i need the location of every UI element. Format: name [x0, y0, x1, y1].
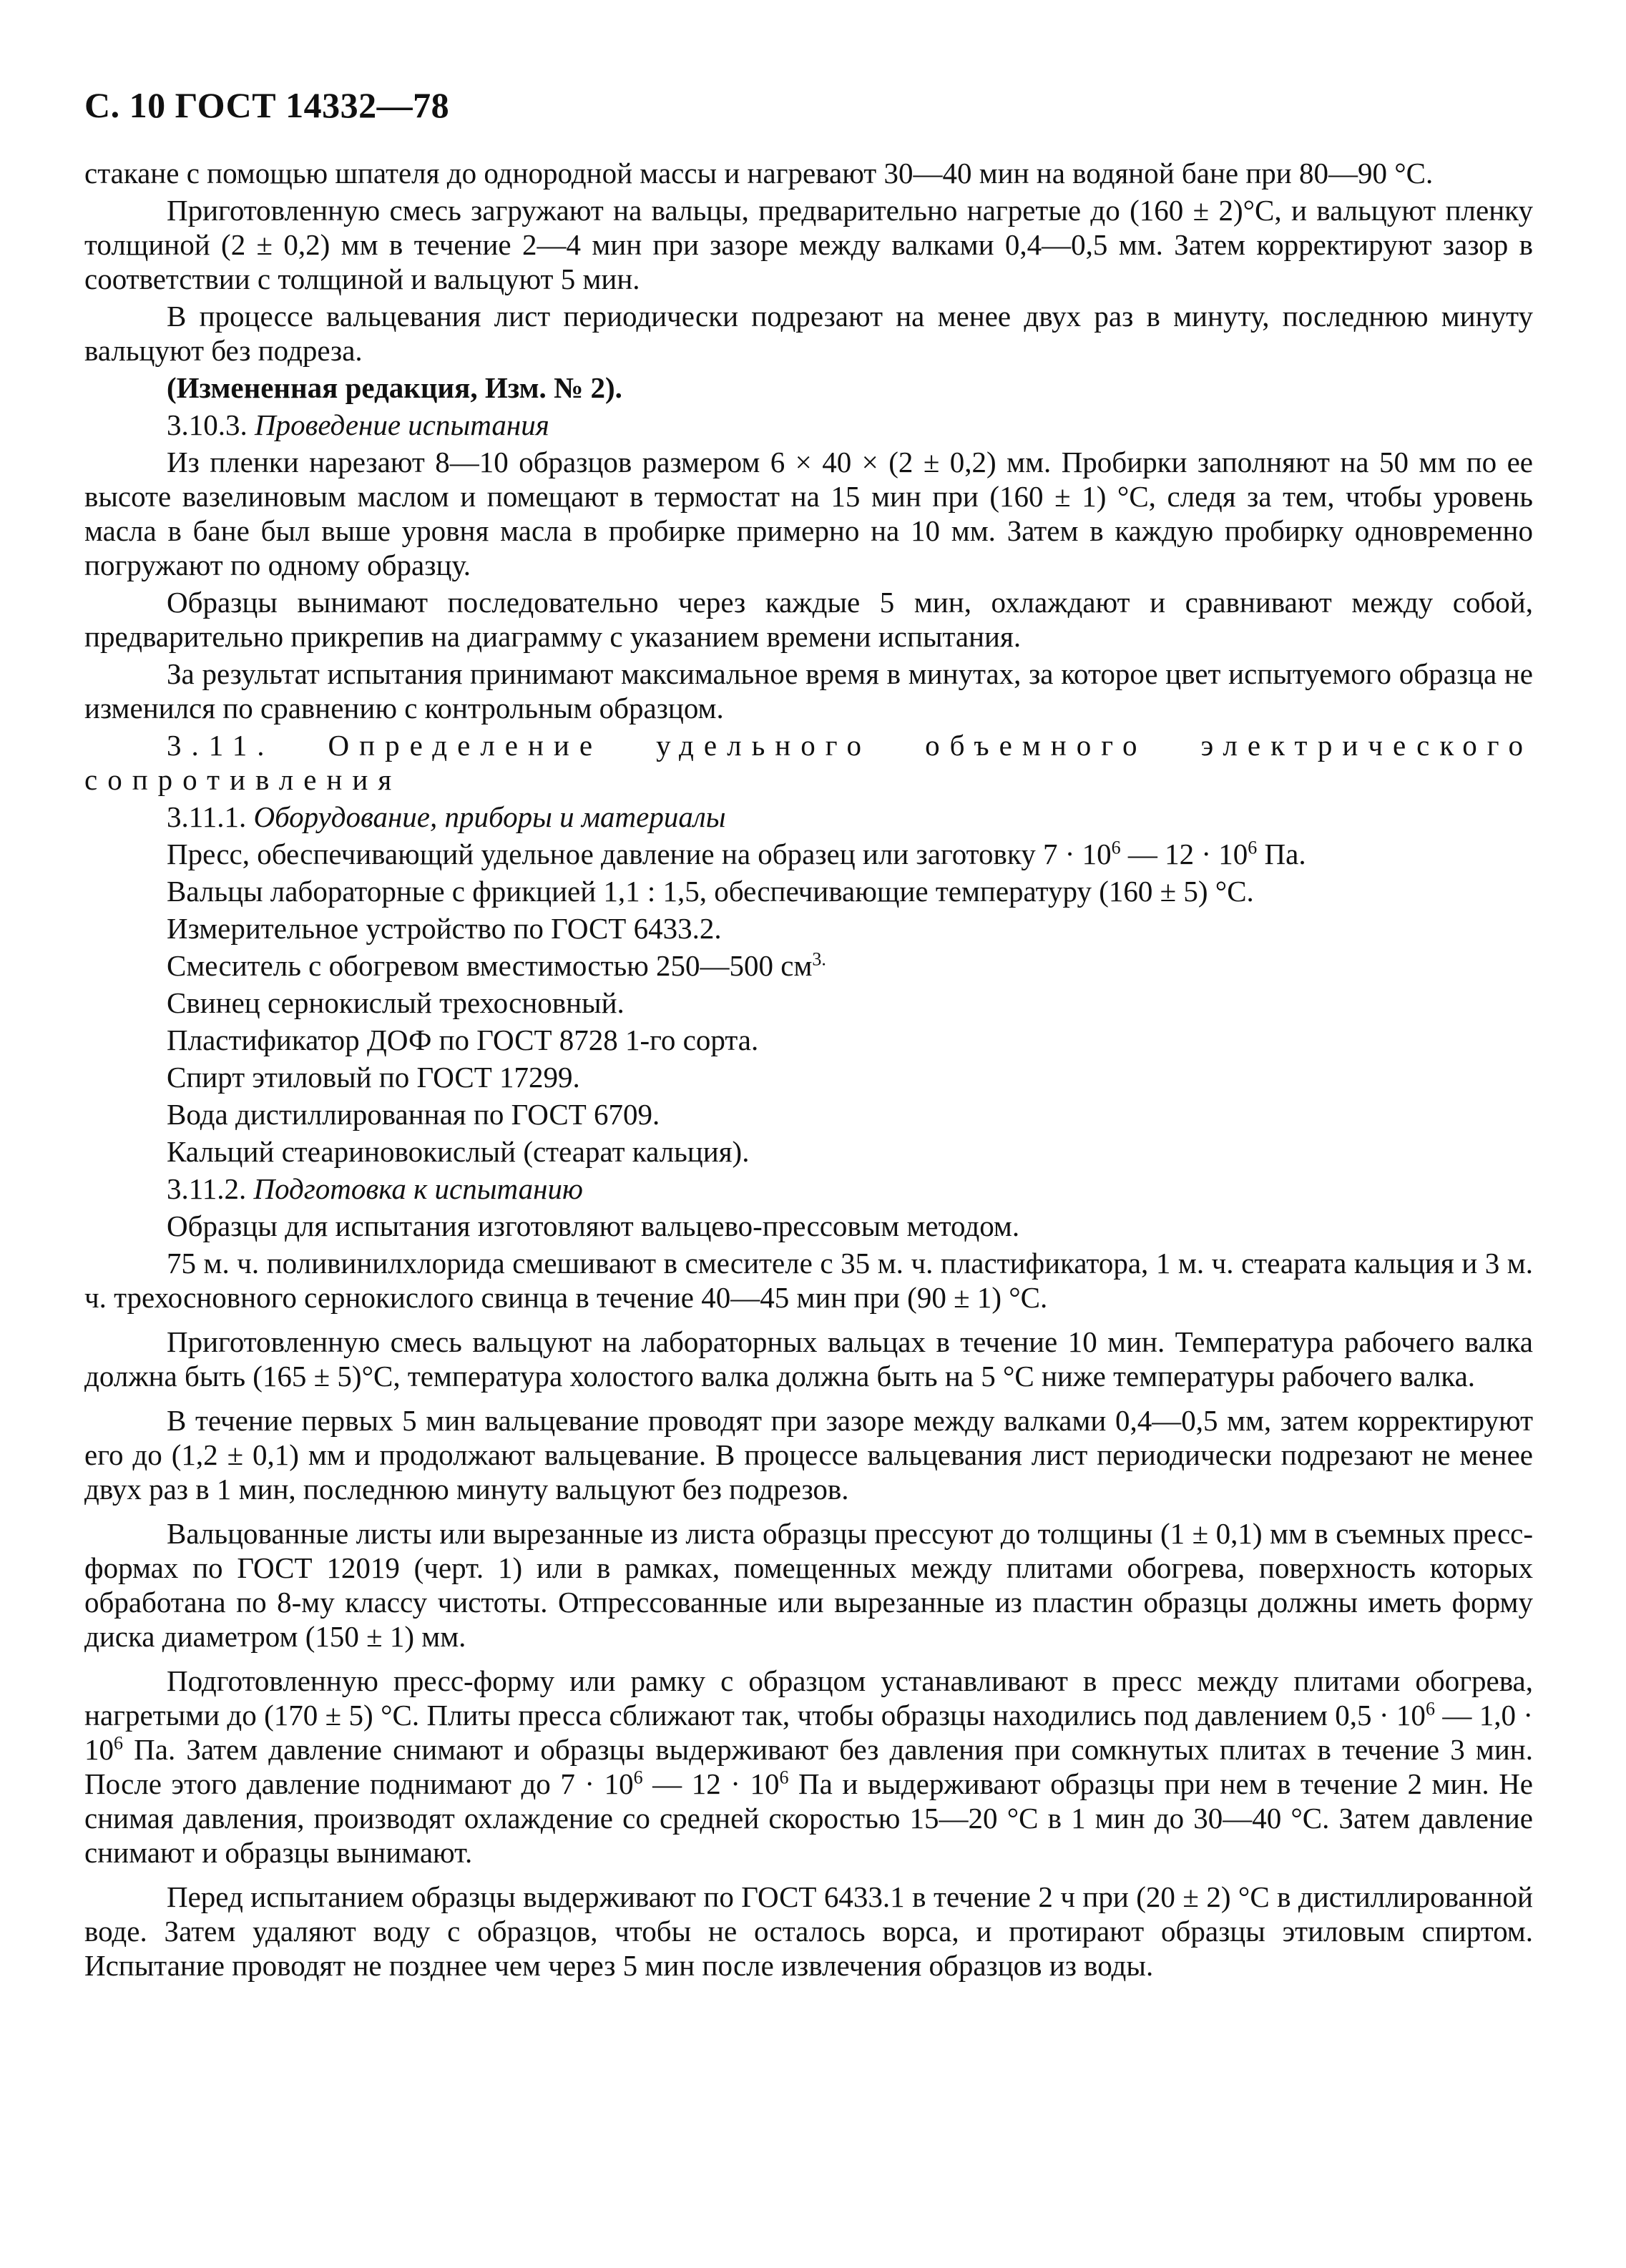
section-heading-3-11-1 [84, 800, 1533, 834]
section-number: 3.10.3. [167, 408, 248, 441]
list-item: Спирт этиловый по ГОСТ 17299. [167, 1061, 580, 1094]
list-item: Вальцы лабораторные с фрикцией 1,1 : 1,5, обеспечивающие температуру (160 ± 5) °С. [167, 875, 1254, 908]
section-number: 3.11.1. [167, 800, 247, 833]
paragraph: 75 м. ч. поливинилхлорида смешивают в смесителе с 35 м. ч. пластификатора, 1 м. ч. стеарата кальция и 3 м. ч. трехосновного сернокислого свинца в течение 40—45 мин при (90 ± 1) °С. [84, 1247, 1533, 1314]
paragraph: В течение первых 5 мин вальцевание проводят при зазоре между валками 0,4—0,5 мм, затем корректируют его до (1,2 ± 0,1) мм и продолжают вальцевание. В процессе вальцевания лист периодически подрезают не менее двух раз в 1 мин, последнюю минуту вальцуют без подрезов. [84, 1404, 1533, 1506]
section-title: Проведение испытания [255, 408, 549, 441]
list-item: Смеситель с обогревом вместимостью 250—500 $см^{3.}$ [167, 948, 826, 982]
section-title: Оборудование, приборы и материалы [253, 800, 726, 833]
paragraph: Вальцованные листы или вырезанные из листа образцы прессуют до толщины (1 ± 0,1) мм в съемных пресс-формах по ГОСТ 12019 (черт. 1) или в рамках, помещенных между плитами обогрева, поверхность которых обработана по 8-му классу чистоты. Отпрессованные или вырезанные из пластин образцы должны иметь форму диска диаметром (150 ± 1) мм. [84, 1517, 1533, 1653]
paragraph: Образцы вынимают последовательно через каждые 5 мин, охлаждают и сравнивают между собой, предварительно прикрепив на диаграмму с указанием времени испытания. [84, 586, 1533, 653]
paragraph: стакане с помощью шпателя до однородной массы и нагревают 30—40 мин на водяной бане при 80—90 °С. [84, 157, 1434, 190]
paragraph: В процессе вальцевания лист периодически подрезают на менее двух раз в минуту, последнюю минуту вальцуют без подреза. [84, 300, 1533, 367]
list-item: Свинец сернокислый трехосновный. [167, 986, 625, 1019]
paragraph: Подготовленную пресс-форму или рамку с образцом устанавливают в пресс между плитами обогрева, нагретыми до (170 ± 5) °С. Плиты пресса сближают так, чтобы образцы находились под давлением $0,5 \cdot 10^6$ — $1,0 \cdot 10^6$ Па. Затем давление снимают и образцы выдерживают без давления при сомкнутых плитах в течение 3 мин. После этого давление поднимают до $7 \cdot 10^6$ — $12 \cdot 10^6$ Па и выдерживают образцы при нем в течение 2 мин. Не снимая давления, производят охлаждение со средней скоростью 15—20 °С в 1 мин до 30—40 °С. Затем давление снимают и образцы вынимают. [84, 1664, 1533, 1869]
section-number: 3.11.2. [167, 1172, 247, 1205]
paragraph: Из пленки нарезают 8—10 образцов размером 6 × 40 × (2 ± 0,2) мм. Пробирки заполняют на 50 мм по ее высоте вазелиновым маслом и помещают в термостат на 15 мин при (160 ± 1) °С, следя за тем, чтобы уровень масла в бане был выше уровня масла в пробирке примерно на 10 мм. Затем в каждую пробирку одновременно погружают по одному образцу. [84, 446, 1533, 581]
document-body [84, 156, 1533, 1985]
list-item: Пресс, обеспечивающий удельное давление на образец или заготовку $7 \cdot 10^6$ — $12 \cdot 10^6$ Па. [167, 837, 1306, 870]
section-heading-3-11-2 [84, 1172, 1533, 1206]
paragraph: Образцы для испытания изготовляют вальцево-прессовым методом. [167, 1209, 1020, 1242]
paragraph: Приготовленную смесь загружают на вальцы, предварительно нагретые до (160 ± 2)°С, и вальцуют пленку толщиной (2 ± 0,2) мм в течение 2—4 мин при зазоре между валками 0,4—0,5 мм. Затем корректируют зазор в соответствии с толщиной и вальцуют 5 мин. [84, 194, 1533, 295]
paragraph: Приготовленную смесь вальцуют на лабораторных вальцах в течение 10 мин. Температура рабочего валка должна быть (165 ± 5)°С, температура холостого валка должна быть на 5 °С ниже температуры рабочего валка. [84, 1325, 1533, 1393]
amendment-note: (Измененная редакция, Изм. № 2). [167, 371, 622, 404]
list-item: Пластификатор ДОФ по ГОСТ 8728 1-го сорта. [167, 1023, 759, 1056]
list-item: Кальций стеариновокислый (стеарат кальция). [167, 1135, 750, 1168]
list-item: Измерительное устройство по ГОСТ 6433.2. [167, 912, 722, 945]
section-title: Подготовка к испытанию [253, 1172, 583, 1205]
paragraph: За результат испытания принимают максимальное время в минутах, за которое цвет испытуемого образца не изменился по сравнению с контрольным образцом. [84, 657, 1533, 725]
paragraph: Перед испытанием образцы выдерживают по ГОСТ 6433.1 в течение 2 ч при (20 ± 2) °С в дистиллированной воде. Затем удаляют воду с образцов, чтобы не осталось ворса, и протирают образцы этиловым спиртом. Испытание проводят не позднее чем через 5 мин после извлечения образцов из воды. [84, 1880, 1533, 1982]
page-header: С. 10 ГОСТ 14332—78 [84, 85, 450, 125]
section-heading-3-11: 3.11. Определение удельного объемного электрического сопротивления [84, 729, 1533, 796]
list-item: Вода дистиллированная по ГОСТ 6709. [167, 1098, 660, 1131]
section-heading-3-10-3 [84, 408, 1533, 442]
